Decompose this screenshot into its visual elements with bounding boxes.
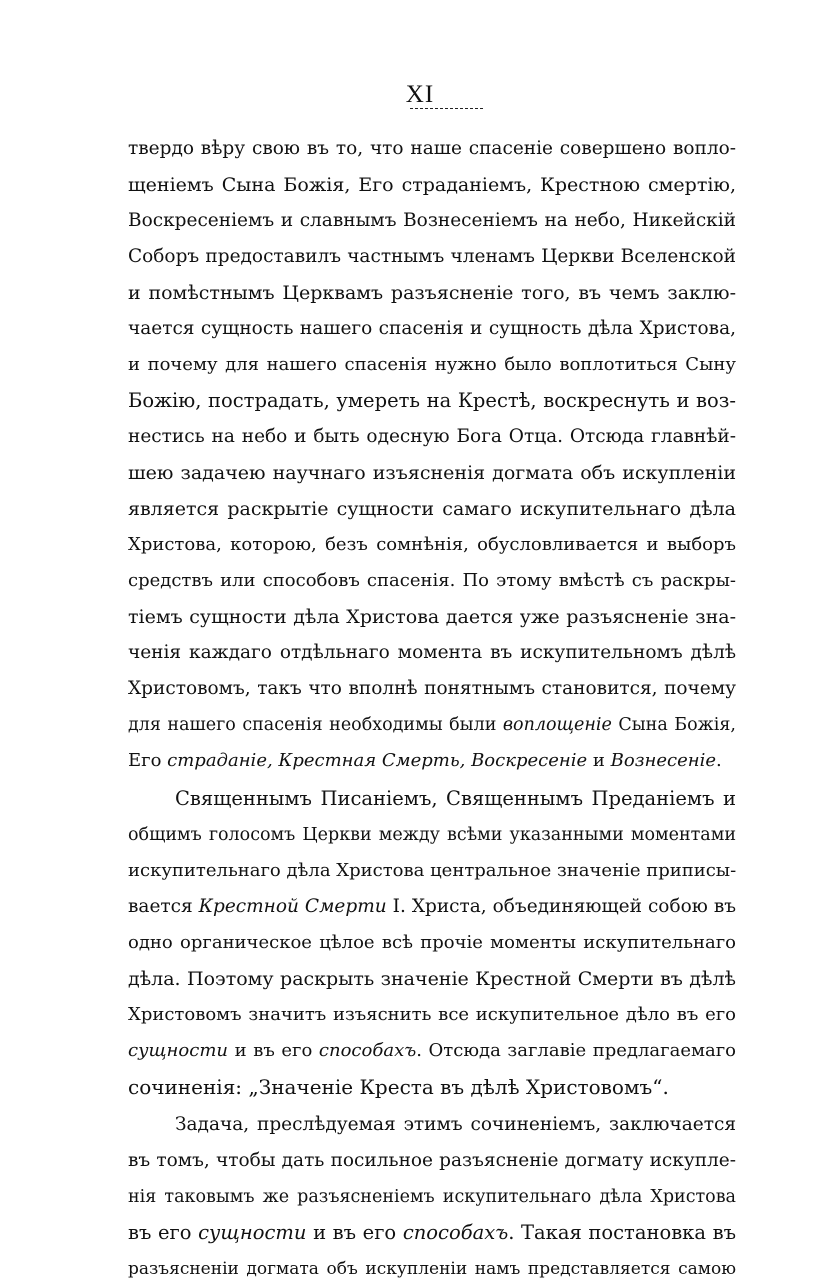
text-line: Соборъ предоставилъ частнымъ членамъ Церкви Вселенской <box>128 246 736 267</box>
text-segment: и <box>592 750 605 771</box>
text-line: средствъ или способовъ спасенія. По этому вмѣстѣ съ раскры- <box>128 570 736 591</box>
italic-phrase: сущности <box>128 1040 228 1061</box>
text-line <box>128 1033 736 1069</box>
text-line: Воскресеніемъ и славнымъ Вознесеніемъ на небо, Никейскій <box>128 210 736 231</box>
header-rule <box>410 108 483 109</box>
text-line <box>128 743 736 779</box>
text-line: шею задачею научнаго изъясненія догмата объ искупленіи <box>128 462 736 484</box>
text-line: дѣла. Поэтому раскрыть значеніе Крестной Смерти въ дѣлѣ <box>128 968 736 990</box>
text-segment: и въ его <box>313 1221 397 1244</box>
italic-phrase: Крестной Смерти <box>198 896 387 917</box>
text-segment: въ его <box>128 1221 192 1244</box>
text-line: Священнымъ Писаніемъ, Священнымъ Преданіемъ и <box>175 787 736 810</box>
text-line: твердо вѣру свою въ то, что наше спасеніе совершено вопло- <box>128 138 736 159</box>
text-line: щеніемъ Сына Божія, Его страданіемъ, Крестною смертію, <box>128 174 736 196</box>
text-line: искупительнаго дѣла Христова центральное значеніе приписы- <box>128 860 736 881</box>
italic-phrase: Вознесеніе <box>610 750 717 771</box>
text-line <box>128 1215 736 1251</box>
text-line: Задача, преслѣдуемая этимъ сочиненіемъ, заключается <box>175 1114 736 1135</box>
text-line: нестись на небо и быть одесную Бога Отца. Отсюда главнѣй- <box>128 426 736 447</box>
page-header <box>0 80 840 110</box>
text-segment: Его <box>128 750 162 771</box>
page-number: XI <box>405 81 435 108</box>
text-line: Божію, пострадать, умереть на Крестѣ, воскреснуть и воз- <box>128 389 736 412</box>
text-line: является раскрытіе сущности самаго искупительнаго дѣла <box>128 498 736 520</box>
text-segment: . Отсюда заглавіе предлагаемаго <box>416 1040 736 1061</box>
text-segment: Сына Божія, <box>618 715 736 735</box>
italic-phrase: страданіе, Крестная Смерть, Воскресеніе <box>167 750 588 771</box>
text-line: Христова, которою, безъ сомнѣнія, обусловливается и выборъ <box>128 534 736 555</box>
text-line: общимъ голосомъ Церкви между всѣми указанными моментами <box>128 825 736 845</box>
text-line: въ томъ, чтобы дать посильное разъясненіе догмату искупле- <box>128 1150 736 1171</box>
text-line: и почему для нашего спасенія нужно было воплотиться Сыну <box>128 354 736 375</box>
italic-phrase: сущности <box>198 1221 307 1244</box>
text-segment: . <box>716 750 722 771</box>
text-line: сочиненія: „Значеніе Креста въ дѣлѣ Христовомъ“. <box>128 1075 669 1099</box>
text-line: тіемъ сущности дѣла Христова дается уже разъясненіе зна- <box>128 606 736 628</box>
body-text <box>128 131 736 1287</box>
text-line: одно органическое цѣлое всѣ прочіе моменты искупительнаго <box>128 932 736 953</box>
text-line: ченія каждаго отдѣльнаго момента въ искупительномъ дѣлѣ <box>128 642 736 663</box>
text-line <box>128 889 736 925</box>
text-segment: . Такая постановка въ <box>508 1221 736 1244</box>
text-line: Христовомъ, такъ что вполнѣ понятнымъ становится, почему <box>128 678 736 699</box>
text-line <box>128 707 736 743</box>
italic-phrase: способахъ <box>402 1221 509 1244</box>
text-line: нія таковымъ же разъясненіемъ искупительнаго дѣла Христова <box>128 1187 736 1207</box>
text-segment: І. Христа, объединяющей собою въ <box>392 896 736 917</box>
italic-phrase: способахъ <box>318 1040 417 1061</box>
text-line: и помѣстнымъ Церквамъ разъясненіе того, въ чемъ заклю- <box>128 282 736 304</box>
text-segment: для нашего спасенія необходимы были <box>128 715 497 735</box>
text-segment: вается <box>128 896 193 917</box>
text-line: Христовомъ значитъ изъяснить все искупительное дѣло въ его <box>128 1004 736 1025</box>
text-line: разъясненіи догмата объ искупленіи намъ представляется самою <box>128 1259 736 1279</box>
italic-phrase: воплощеніе <box>502 715 612 735</box>
text-line: чается сущность нашего спасенія и сущность дѣла Христова, <box>128 318 736 339</box>
text-segment: и въ его <box>234 1040 313 1061</box>
